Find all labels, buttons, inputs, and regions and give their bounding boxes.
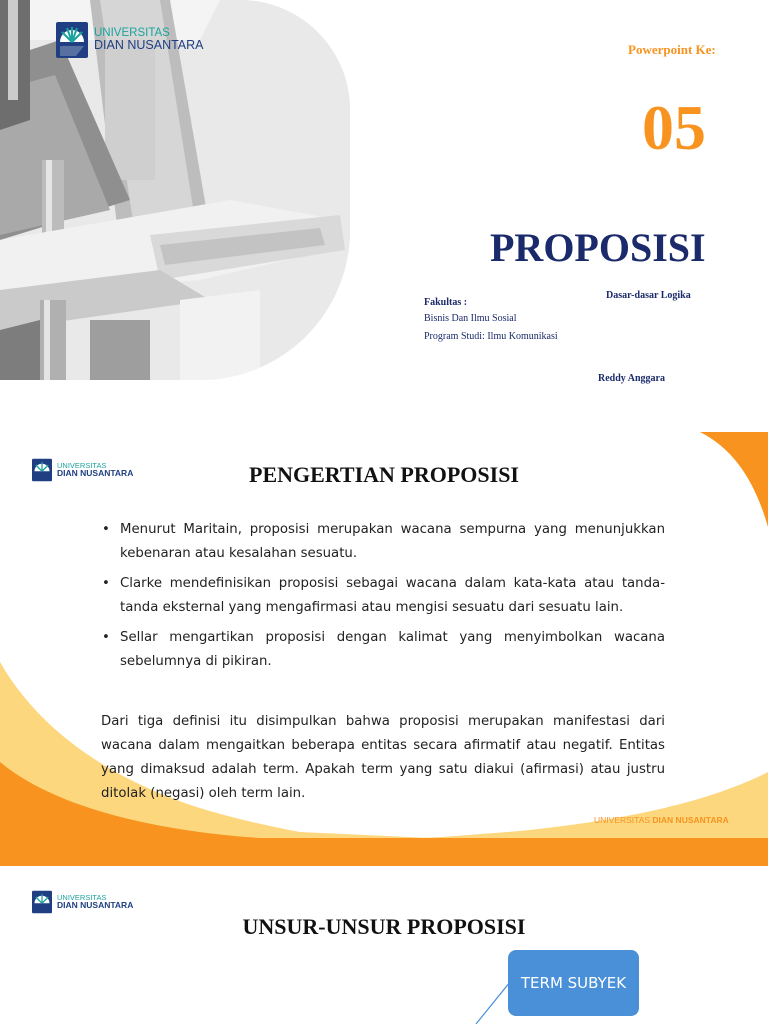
slide-title: UNSUR-UNSUR PROPOSISI bbox=[242, 914, 526, 939]
course-name: Dasar-dasar Logika bbox=[606, 290, 691, 301]
logo-line2: DIAN NUSANTARA bbox=[57, 468, 134, 479]
list-item: • Clarke mendefinisikan proposisi sebagai wacana dalam kata-kata atau tanda-tanda eksternal yang mengafirmasi atau mengisi sesuatu dari sesuatu lain. bbox=[100, 572, 665, 620]
powerpoint-label: Powerpoint Ke: bbox=[628, 42, 716, 57]
slide-number: 05 bbox=[642, 92, 706, 163]
slide-title: PENGERTIAN PROPOSISI bbox=[249, 462, 519, 487]
main-title: PROPOSISI bbox=[490, 225, 706, 270]
university-logo-icon bbox=[32, 890, 52, 914]
footer-brand bbox=[594, 815, 729, 825]
list-item: • Sellar mengartikan proposisi dengan kalimat yang menyimbolkan wacana sebelumnya di pikiran. bbox=[100, 626, 665, 674]
university-logo-icon bbox=[56, 22, 88, 58]
faculty-label: Fakultas : bbox=[424, 297, 468, 308]
faculty-name: Bisnis Dan Ilmu Sosial bbox=[424, 313, 517, 324]
definition-slide bbox=[0, 432, 768, 866]
author-name: Reddy Anggara bbox=[598, 373, 665, 384]
logo-line1: UNIVERSITAS bbox=[57, 892, 107, 902]
logo-line2: DIAN NUSANTARA bbox=[57, 900, 134, 911]
footer-brand-light: UNIVERSITAS bbox=[594, 815, 651, 825]
logo-line1: UNIVERSITAS bbox=[94, 27, 170, 40]
study-program: Program Studi: Ilmu Komunikasi bbox=[424, 331, 558, 342]
university-logo bbox=[56, 22, 204, 58]
elements-slide bbox=[0, 866, 768, 1024]
definition-list bbox=[100, 518, 665, 680]
footer-brand-bold: DIAN NUSANTARA bbox=[652, 815, 729, 825]
conclusion-paragraph: Dari tiga definisi itu disimpulkan bahwa proposisi merupakan manifestasi dari wacana dalam mengaitkan beberapa entitas secara afirmatif atau negatif. Entitas yang dimaksud adalah term. Apakah term yang satu diakui (afirmasi) atau justru ditolak (negasi) oleh term lain. bbox=[101, 714, 665, 801]
logo-line2: DIAN NUSANTARA bbox=[94, 38, 204, 53]
university-logo bbox=[32, 890, 133, 914]
logo-line1: UNIVERSITAS bbox=[57, 460, 107, 470]
term-subject-box: TERM SUBYEK bbox=[508, 950, 639, 1016]
list-item: • Menurut Maritain, proposisi merupakan wacana sempurna yang menunjukkan kebenaran atau kesalahan sesuatu. bbox=[100, 518, 665, 566]
title-slide bbox=[0, 0, 768, 420]
